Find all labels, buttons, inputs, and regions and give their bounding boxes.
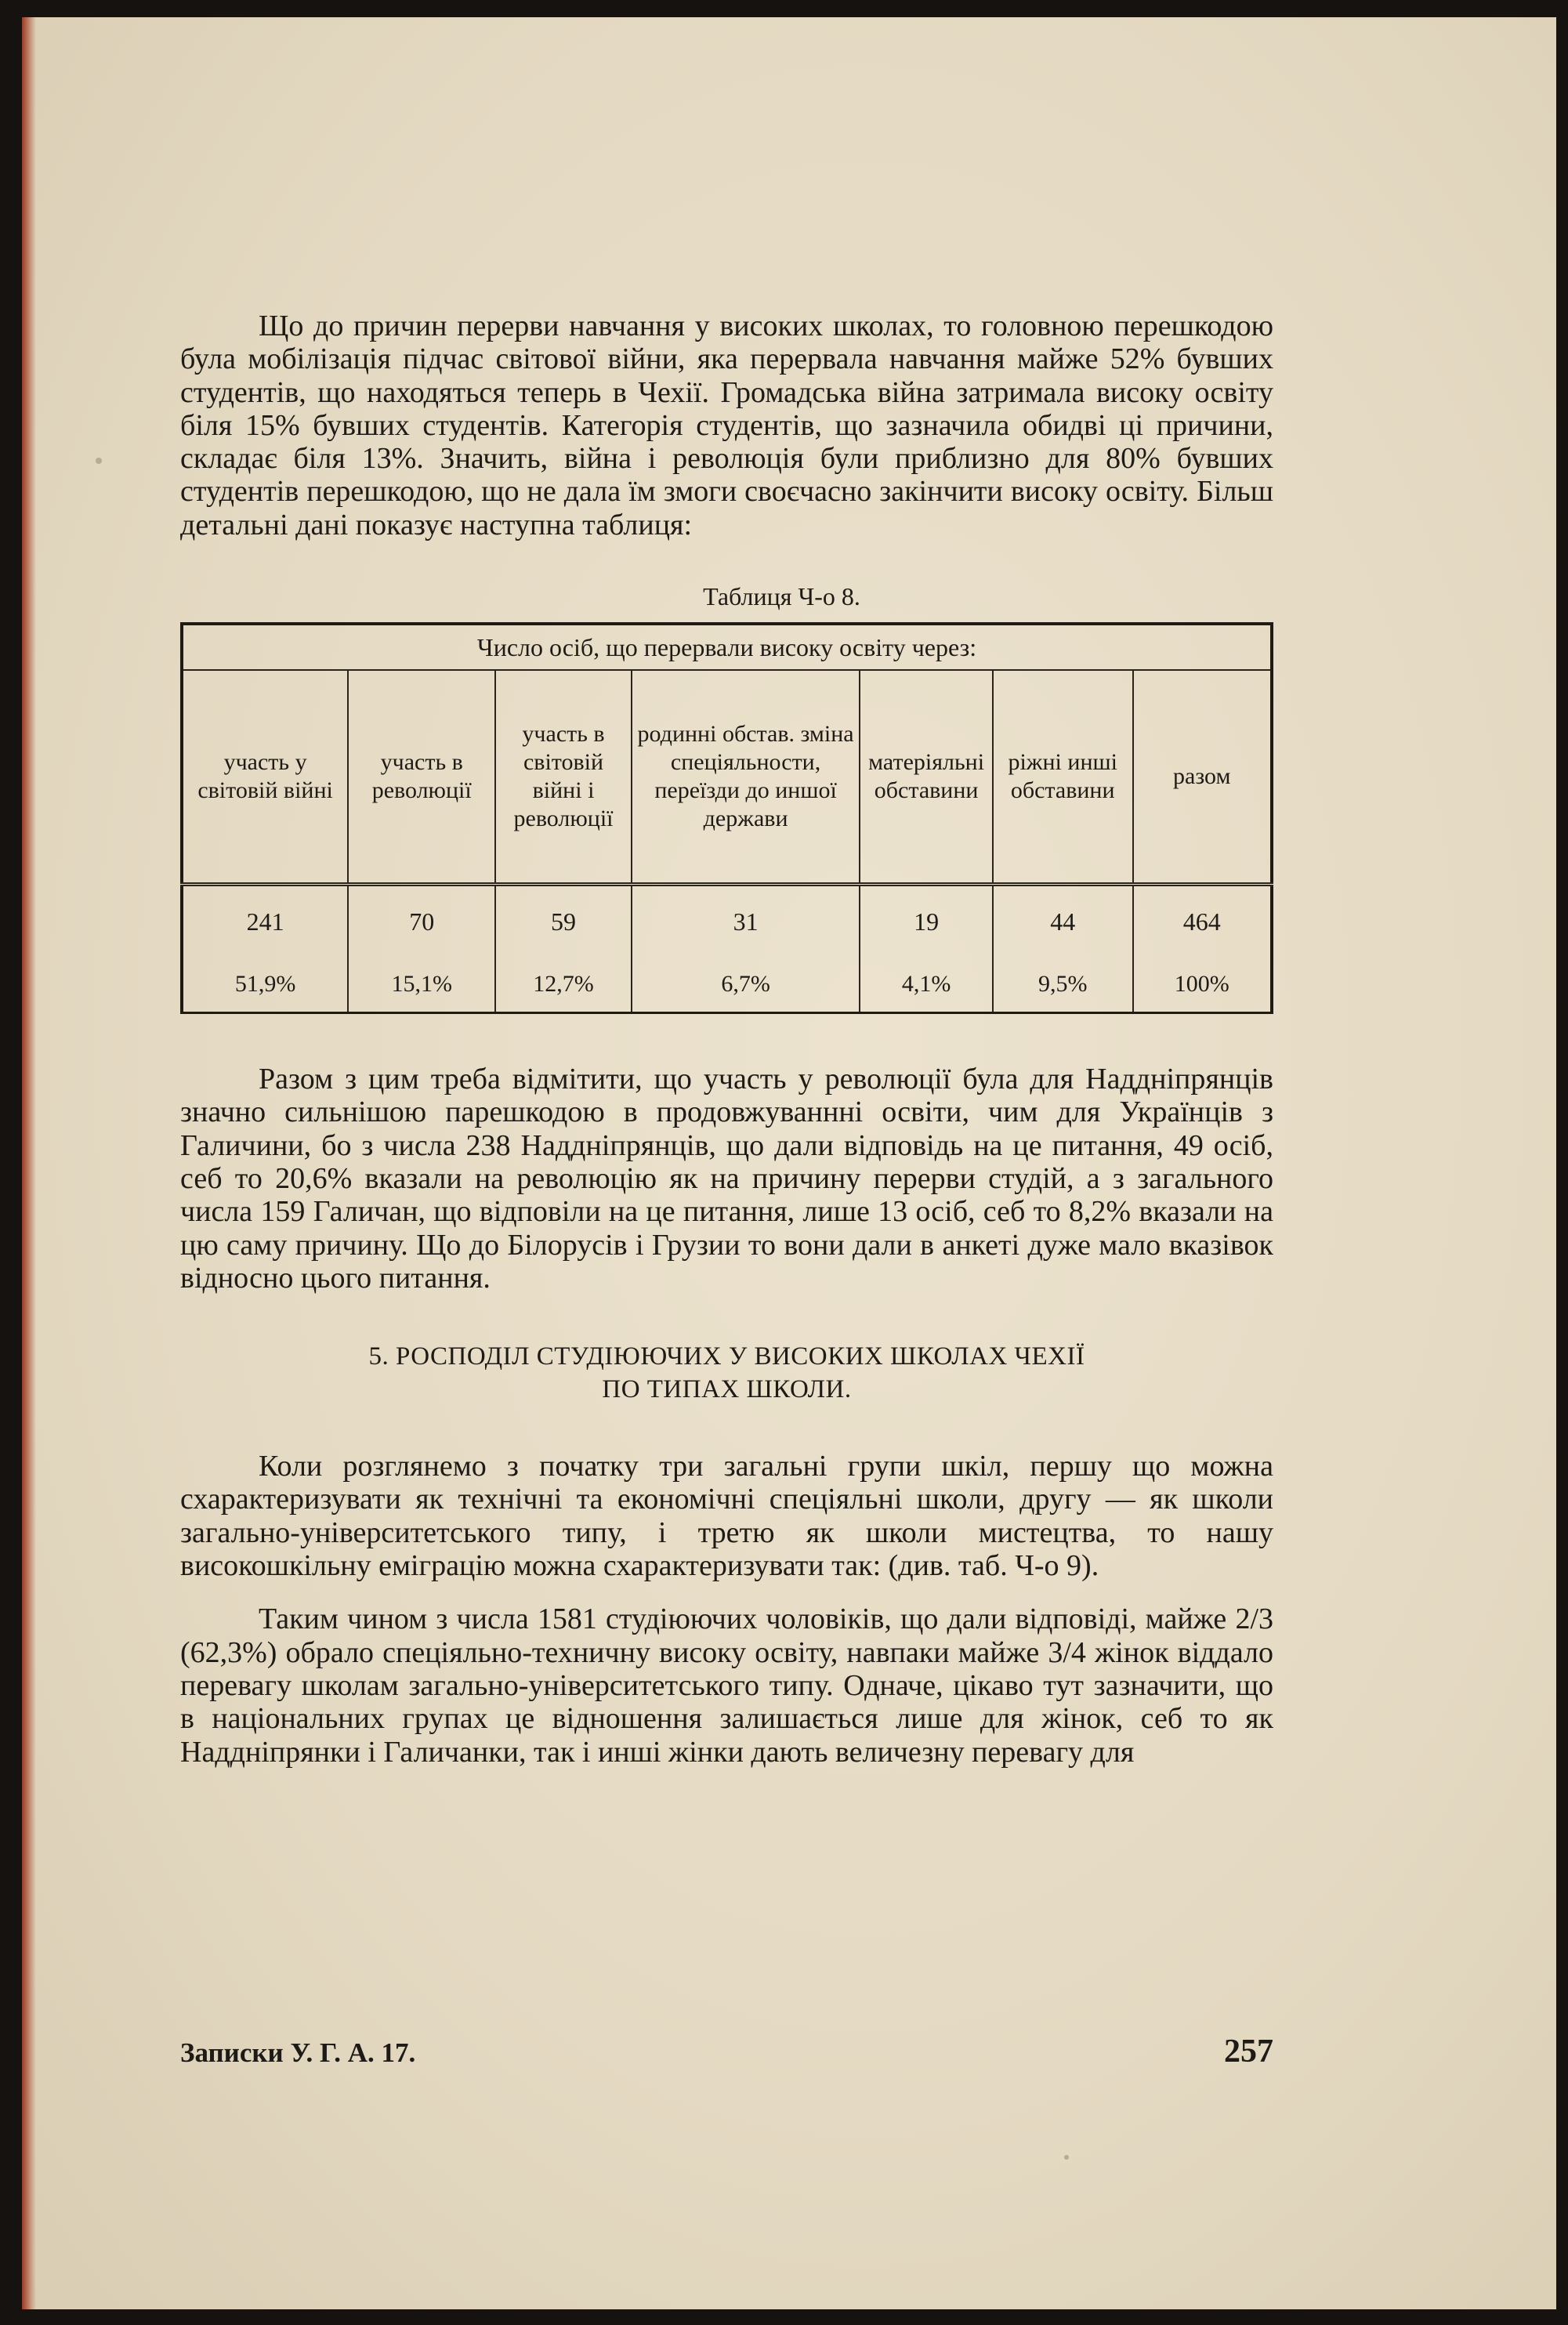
page-content [180,310,1273,1769]
count-cell: 31 [632,885,860,958]
paragraph-school-groups: Коли розглянемо з початку три загальні групи шкіл, першу що можна схарактеризувати як технічні та економічні спеціяльні школи, другу — як школи загально-університетського типу, і третю як школи мистецтва, то нашу високошкільну еміграцію можна схарактеризувати так: (див. таб. Ч-о 9). [180,1450,1273,1583]
paragraph-causes: Що до причин перерви навчання у високих школах, то головною перешкодою була мобілізація підчас світової війни, яка перервала навчання майже 52% бувших студентів, що находяться теперь в Чехії. Громадська війна затримала високу освіту біля 15% бувших студентів. Категорія студентів, що зазначила обидві ці причини, складає біля 13%. Значить, війна і революція були приблизно для 80% бувших студентів перешкодою, що не дала їм змоги своєчасно закінчити високу освіту. Більш детальні дані показує наступна таблиця: [180,310,1273,541]
percent-cell: 12,7% [495,957,632,1013]
column-header: участь в революції [348,670,495,885]
column-header: ріжні инші обставини [993,670,1133,885]
paragraph-distribution: Таким чином з числа 1581 студіюючих чоловіків, що дали відповіді, майже 2/3 (62,3%) обрало спеціяльно-техничну високу освіту, навпаки майже 3/4 жінок віддало перевагу школам загально-університетського типу. Одначе, цікаво тут зазначити, що в національних групах це відношення залишається лише для жінок, себ то як Наддніпрянки і Галичанки, так і инші жінки дають величезну перевагу для [180,1603,1273,1769]
table-row-percents [182,957,1272,1013]
footer-journal-title: Записки У. Г. А. 17. [180,2037,416,2068]
page-number: 257 [1224,2033,1273,2070]
count-cell: 70 [348,885,495,958]
count-cell: 19 [860,885,993,958]
section-heading-line: ПО ТИПАХ ШКОЛИ. [602,1375,852,1404]
count-cell: 464 [1133,885,1273,958]
percent-cell: 15,1% [348,957,495,1013]
section-heading-line: 5. РОСПОДІЛ СТУДІЮЮЧИХ У ВИСОКИХ ШКОЛАХ ЧЕХІЇ [368,1342,1085,1371]
percent-cell: 100% [1133,957,1273,1013]
column-header: родинні обстав. зміна спеціяльности, переїзди до иншої держави [632,670,860,885]
percent-cell: 4,1% [860,957,993,1013]
paragraph-revolution: Разом з цим треба відмітити, що участь у революції була для Наддніпрянців значно сильнішою парешкодою в продовжуваннні освіти, чим для Українців з Галичини, бо з числа 238 Наддніпрянців, що дали відповідь на це питання, 49 осіб, себ то 20,6% вказали на революцію як на причину перерви студій, а з загального числа 159 Галичан, що відповіли на це питання, лише 13 осіб, себ то 8,2% вказали на цю саму причину. Що до Білорусів і Грузии то вони дали в анкеті дуже мало вказівок відносно цього питання. [180,1063,1273,1295]
column-header: матеріяльні обставини [860,670,993,885]
count-cell: 44 [993,885,1133,958]
count-cell: 241 [182,885,348,958]
table-row-counts [182,885,1272,958]
percent-cell: 6,7% [632,957,860,1013]
table-caption: Таблиця Ч-о 8. [703,582,860,611]
percent-cell: 51,9% [182,957,348,1013]
percent-cell: 9,5% [993,957,1133,1013]
column-header: участь у світовій війні [182,670,348,885]
page-spine-edge [22,17,36,2309]
table-span-header: Число осіб, що перервали високу освіту через: [182,624,1272,670]
column-header: разом [1133,670,1273,885]
page-footer [180,2033,1273,2077]
paper-speck [1064,2155,1069,2160]
count-cell: 59 [495,885,632,958]
column-header: участь в світовій війні і революції [495,670,632,885]
paper-speck [96,458,102,464]
interruption-table [180,622,1273,1014]
section-heading [180,1340,1273,1406]
